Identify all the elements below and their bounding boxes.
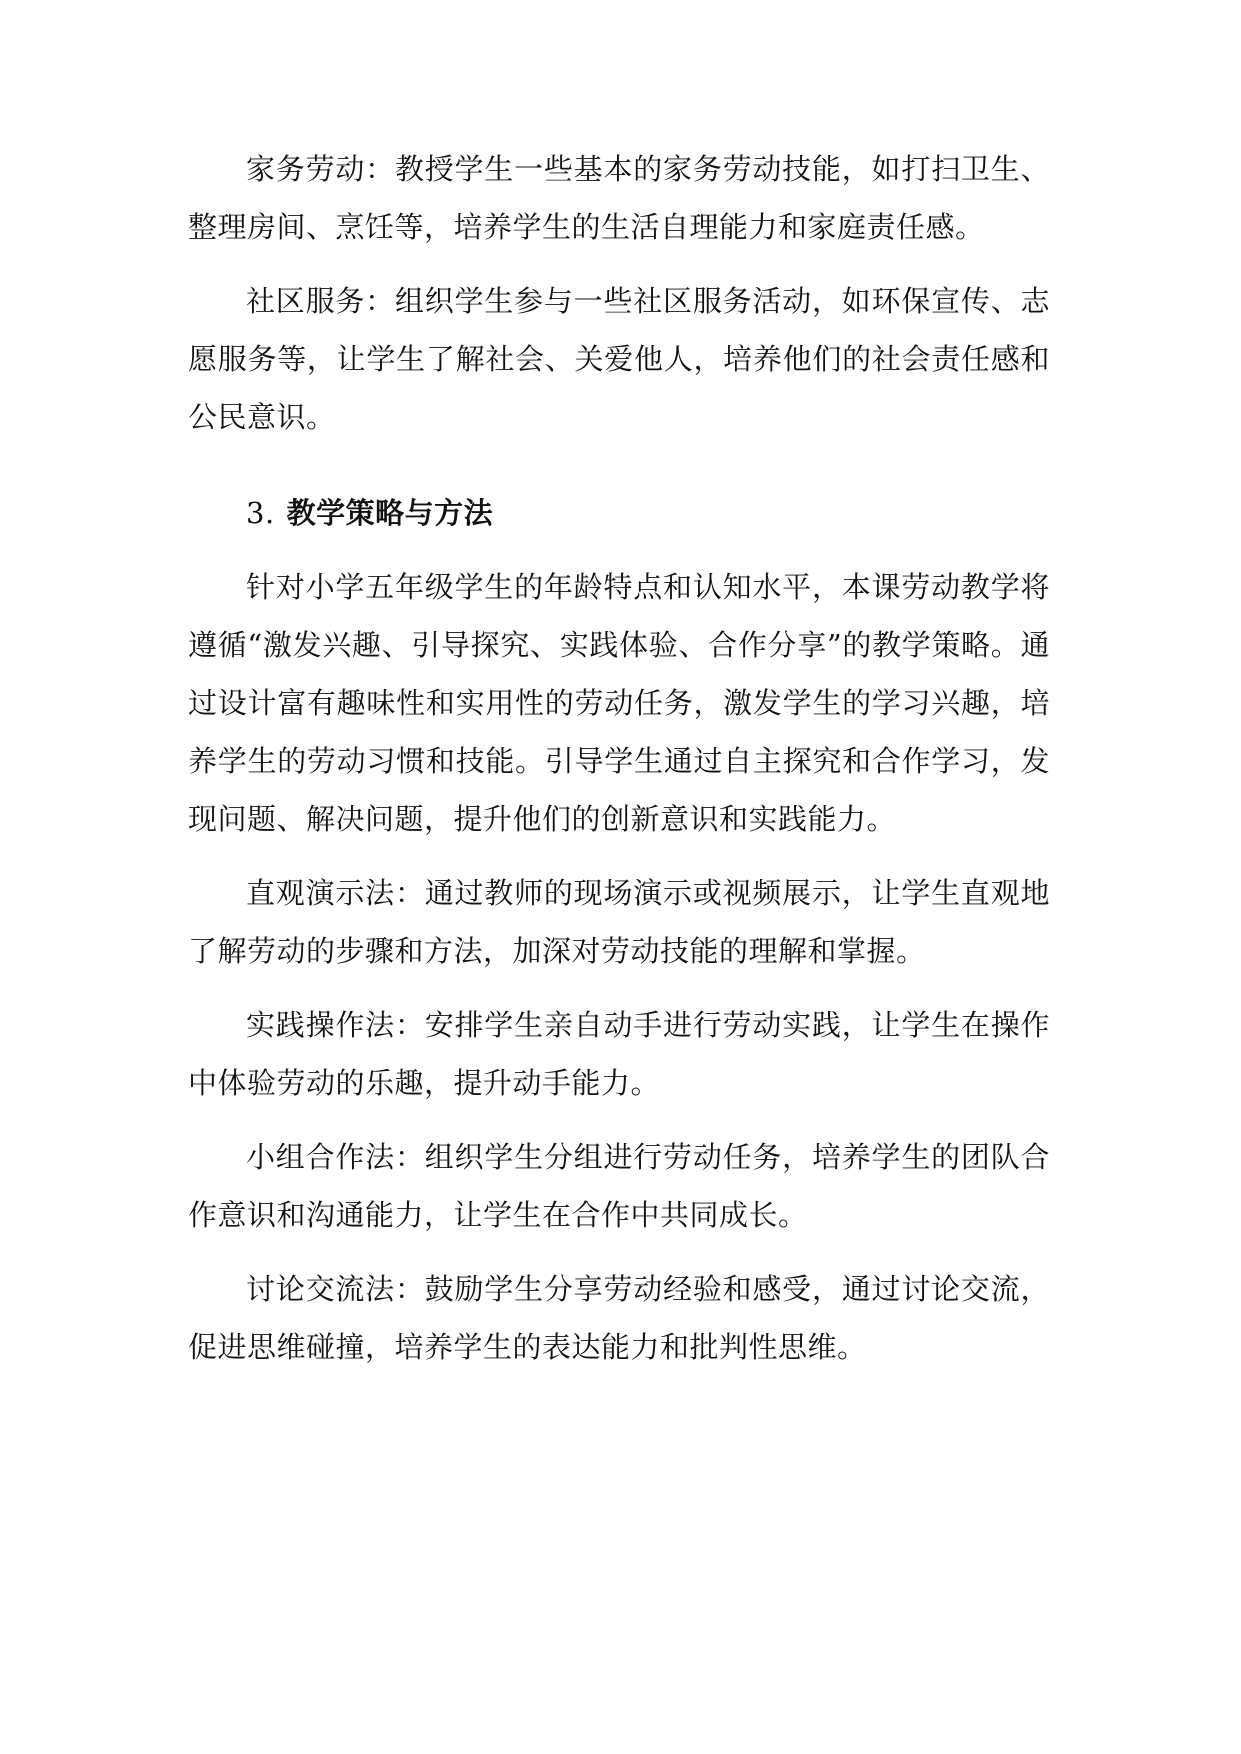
- document-body: [188, 140, 1050, 1392]
- paragraph-group-method: 小组合作法：组织学生分组进行劳动任务，培养学生的团队合作意识和沟通能力，让学生在合作中共同成长。: [188, 1140, 1050, 1232]
- paragraph-discussion-method: 讨论交流法：鼓励学生分享劳动经验和感受，通过讨论交流，促进思维碰撞，培养学生的表达能力和批判性思维。: [188, 1272, 1050, 1364]
- section-heading: [188, 484, 1050, 542]
- paragraph-practice-method: 实践操作法：安排学生亲自动手进行劳动实践，让学生在操作中体验劳动的乐趣，提升动手能力。: [188, 1008, 1050, 1100]
- paragraph-demonstration-method: 直观演示法：通过教师的现场演示或视频展示，让学生直观地了解劳动的步骤和方法，加深对劳动技能的理解和掌握。: [188, 876, 1050, 968]
- section-number: 3.: [246, 496, 275, 530]
- section-title: 教学策略与方法: [286, 496, 494, 530]
- paragraph-community-service: 社区服务：组织学生参与一些社区服务活动，如环保宣传、志愿服务等，让学生了解社会、关爱他人，培养他们的社会责任感和公民意识。: [188, 284, 1050, 434]
- paragraph-strategy: 针对小学五年级学生的年龄特点和认知水平，本课劳动教学将遵循“激发兴趣、引导探究、实践体验、合作分享”的教学策略。通过设计富有趣味性和实用性的劳动任务，激发学生的学习兴趣，培养学生的劳动习惯和技能。引导学生通过自主探究和合作学习，发现问题、解决问题，提升他们的创新意识和实践能力。: [188, 570, 1050, 836]
- paragraph-housework: 家务劳动：教授学生一些基本的家务劳动技能，如打扫卫生、整理房间、烹饪等，培养学生的生活自理能力和家庭责任感。: [188, 152, 1050, 244]
